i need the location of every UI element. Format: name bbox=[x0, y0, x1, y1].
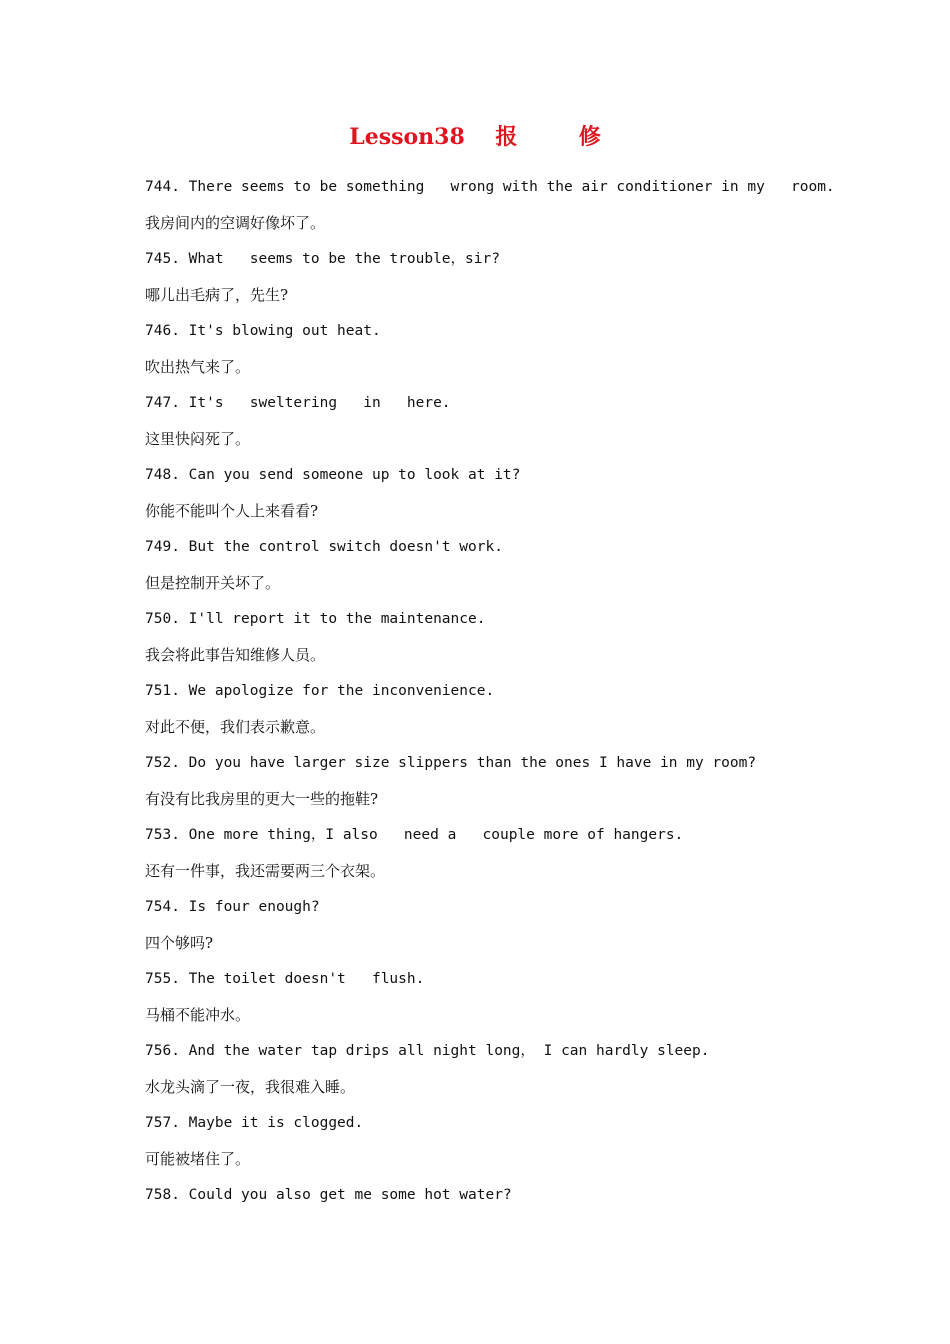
chinese-translation: 但是控制开关坏了。 bbox=[145, 574, 281, 592]
english-sentence: 746. It's blowing out heat. bbox=[145, 323, 381, 339]
chinese-translation: 哪儿出毛病了，先生? bbox=[145, 286, 289, 304]
lesson-title-cn-1: 报 bbox=[495, 124, 518, 150]
english-sentence: 754. Is four enough? bbox=[145, 899, 320, 915]
chinese-translation: 吹出热气来了。 bbox=[145, 358, 251, 376]
english-sentence: 756. And the water tap drips all night long， I can hardly sleep. bbox=[145, 1043, 710, 1059]
chinese-translation: 可能被堵住了。 bbox=[145, 1150, 251, 1168]
lesson-title-en: Lesson38 bbox=[349, 124, 465, 150]
chinese-translation: 四个够吗? bbox=[145, 934, 214, 952]
chinese-translation: 这里快闷死了。 bbox=[145, 430, 251, 448]
english-sentence: 757. Maybe it is clogged. bbox=[145, 1115, 364, 1131]
chinese-translation: 我会将此事告知维修人员。 bbox=[145, 646, 326, 664]
english-sentence: 747. It's sweltering in here. bbox=[145, 395, 451, 411]
chinese-translation: 我房间内的空调好像坏了。 bbox=[145, 214, 326, 232]
lesson-title bbox=[0, 122, 950, 152]
chinese-translation: 还有一件事，我还需要两三个衣架。 bbox=[145, 862, 386, 880]
english-sentence: 748. Can you send someone up to look at it? bbox=[145, 467, 521, 483]
chinese-translation: 水龙头滴了一夜，我很难入睡。 bbox=[145, 1078, 356, 1096]
lesson-title-cn-2: 修 bbox=[578, 124, 601, 150]
chinese-translation: 马桶不能冲水。 bbox=[145, 1006, 251, 1024]
english-sentence: 752. Do you have larger size slippers than the ones I have in my room? bbox=[145, 755, 757, 771]
english-sentence: 744. There seems to be something wrong with the air conditioner in my room. bbox=[145, 179, 835, 195]
english-sentence: 751. We apologize for the inconvenience. bbox=[145, 683, 495, 699]
chinese-translation: 有没有比我房里的更大一些的拖鞋? bbox=[145, 790, 379, 808]
chinese-translation: 你能不能叫个人上来看看? bbox=[145, 502, 319, 520]
chinese-translation: 对此不便，我们表示歉意。 bbox=[145, 718, 326, 736]
english-sentence: 755. The toilet doesn't flush. bbox=[145, 971, 425, 987]
english-sentence: 758. Could you also get me some hot water? bbox=[145, 1187, 512, 1203]
english-sentence: 749. But the control switch doesn't work. bbox=[145, 539, 503, 555]
english-sentence: 745. What seems to be the trouble，sir? bbox=[145, 251, 500, 267]
english-sentence: 750. I'll report it to the maintenance. bbox=[145, 611, 486, 627]
english-sentence: 753. One more thing，I also need a couple more of hangers. bbox=[145, 827, 684, 843]
phrase-list bbox=[145, 172, 835, 1216]
